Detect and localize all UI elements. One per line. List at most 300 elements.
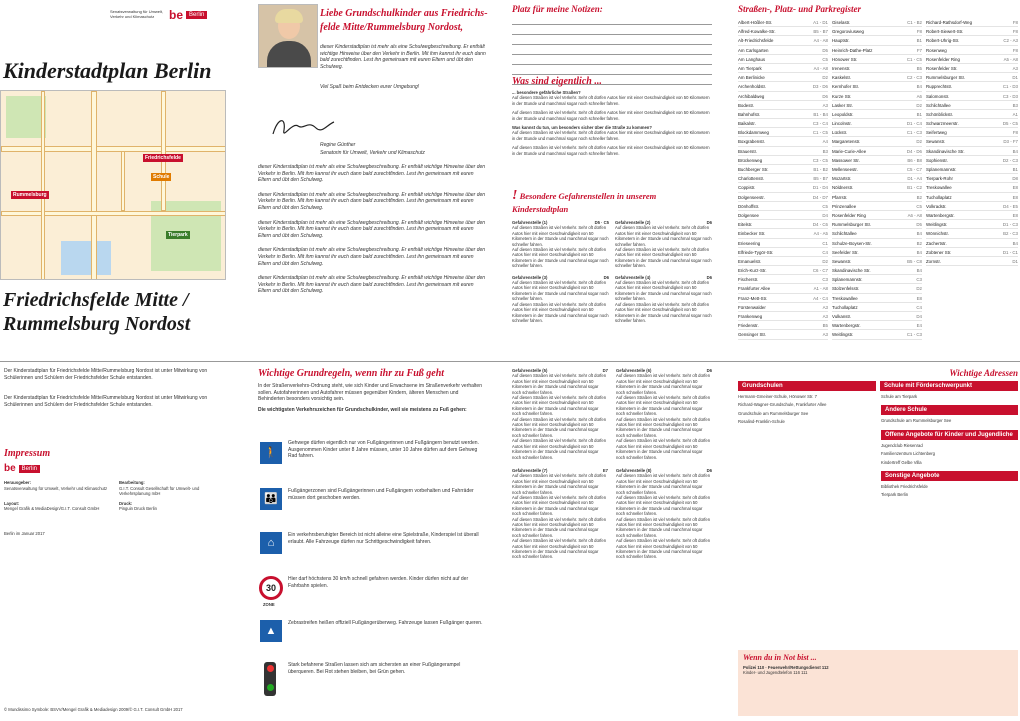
grid-reference: C1 - B2 <box>907 20 922 25</box>
street-name: Schlichtallee <box>926 102 951 108</box>
street-name: Splanemannstr. <box>832 277 863 283</box>
danger-item <box>512 468 608 560</box>
rules-heading: Wichtige Grundregeln, wenn ihr zu Fuß geht <box>258 368 445 379</box>
grid-reference: A4 - A8 <box>813 65 828 71</box>
grid-reference: B1 <box>916 38 922 44</box>
street-index-columns <box>738 18 1018 340</box>
danger-item-body: Auf diesen Straßen ist viel Verkehr. Sehr oft dürfen Autos hier mit einer Geschwindigkeit von 50 Kilometern in der Stunde und manchmal sogar noch schneller fahren. <box>512 373 607 395</box>
street-index-row <box>738 257 828 266</box>
street-name: Blockdammweg <box>738 130 769 136</box>
danger-item-code: D6 <box>706 467 712 473</box>
road <box>91 91 97 280</box>
editor-block <box>119 480 226 496</box>
berlin-logo-box: Berlin <box>19 465 40 473</box>
street-name: Zobtener Str. <box>926 249 952 255</box>
danger-item-title: Gefahrenstelle (6) <box>616 368 652 373</box>
street-index-row <box>738 101 828 110</box>
street-name: Lasker Str. <box>832 102 853 108</box>
map-label-friedrichsfelde: Friedrichsfelde <box>145 155 181 161</box>
street-index-row <box>926 73 1018 82</box>
be-logo-text: be <box>169 8 184 22</box>
grid-reference: D5 <box>822 47 828 53</box>
rule-item: Hier darf höchstens 30 km/h schnell gefahren werden. Kinder dürfen nicht auf der Fahrbahn spielen. <box>288 576 469 589</box>
signature <box>268 112 338 142</box>
street-index-row <box>832 165 922 174</box>
street-name: Nöldnerstr. <box>832 185 854 191</box>
street-index-row <box>738 211 828 220</box>
danger-item-title: Gefahrenstelle (3) <box>512 274 548 280</box>
grid-reference: E8 <box>1012 212 1018 218</box>
print-block <box>119 501 226 512</box>
danger-item-title: Gefahrenstelle (4) <box>615 274 651 280</box>
street-index-row <box>738 82 828 91</box>
street-name: Rosenweg <box>926 47 947 53</box>
street-index-row <box>832 101 922 110</box>
street-index-row <box>832 239 922 248</box>
grid-reference: D6 <box>822 93 828 99</box>
print-value: Pinguin Druck Berlin <box>119 506 157 511</box>
street-column-3 <box>926 18 1018 340</box>
letter-body-2: Viel Spaß beim Entdecken eurer Umgebung! <box>320 84 420 90</box>
grid-reference: C5 <box>916 203 922 209</box>
street-name: Einbecker Str. <box>738 231 766 237</box>
school-entry: Grundschule am Rummelsburger See <box>881 418 952 424</box>
street-name: Am Langhaus <box>738 56 766 62</box>
grid-reference: C6 - C7 <box>812 268 828 274</box>
danger-item-title: Gefahrenstelle (2) <box>615 220 651 225</box>
street-index-row <box>738 156 828 165</box>
grid-reference: B4 <box>916 249 922 255</box>
street-index-row <box>926 229 1018 238</box>
street-index-row <box>832 73 922 82</box>
letter-paragraph: dieser Kinderstadtplan ist mehr als eine Schulwegbeschreibung. Er enthält wichtige Hinweise über den Verkehr in Berlin. Mit ihm kannst ihr euch dann bald zurechtfinden. Lest ihn gemeinsam mit euren Eltern und übt den Schulweg. <box>258 219 486 239</box>
street-index-row <box>926 101 1018 110</box>
street-name: Lückstr. <box>832 130 848 136</box>
street-name: Hönower Str. <box>832 56 858 62</box>
road <box>41 91 45 280</box>
grid-reference: C2 - C3 <box>906 75 922 81</box>
danger-item-body: Auf diesen Straßen ist viel Verkehr. Sehr oft dürfen Autos hier mit einer Geschwindigkeit von 50 Kilometern in der Stunde und manchmal sogar noch schneller fahren. <box>616 494 711 517</box>
street-index-row <box>832 229 922 238</box>
danger-item-body: Auf diesen Straßen ist viel Verkehr. Sehr oft dürfen Autos hier mit einer Geschwindigkeit von 50 Kilometern in der Stunde und manchmal sogar noch schneller fahren. <box>616 516 711 538</box>
street-name: Splanemannstr. <box>926 167 957 172</box>
grid-reference: A3 <box>822 304 828 310</box>
street-name: Sewanstr. <box>832 258 852 264</box>
street-name: Dolgensee <box>738 212 759 218</box>
street-index-row <box>738 174 828 183</box>
grid-reference: D3 - F7 <box>1003 139 1018 145</box>
danger-item-code: D6 <box>603 274 609 280</box>
street-index-row <box>832 294 922 303</box>
street-name: Wartenbergstr. <box>926 212 955 218</box>
grid-reference: A4 <box>822 139 828 145</box>
street-index-row <box>926 183 1018 192</box>
grid-reference: D1 <box>1012 75 1018 81</box>
street-index-row <box>738 321 828 330</box>
danger-item-body: Auf diesen Straßen ist viel Verkehr. Sehr oft dürfen Autos hier mit einer Geschwindigkeit von 50 Kilometern in der Stunde und manchmal sogar noch schneller fahren. <box>512 280 609 302</box>
street-index-row <box>738 312 828 321</box>
street-index-row <box>738 303 828 312</box>
street-name: Kernhofer Str. <box>832 84 860 90</box>
street-index-row <box>738 128 828 137</box>
district-title <box>3 288 190 336</box>
danger-item <box>616 468 712 560</box>
grid-reference: B5 <box>916 65 922 71</box>
street-index-row <box>738 92 828 101</box>
street-name: Stolzenfelsstr. <box>832 286 860 292</box>
map-label-tierpark: Tierpark <box>168 232 188 238</box>
school-entry: Rosalind-Franklin-Schule <box>738 419 785 425</box>
street-name: Pfarrstr. <box>832 194 848 200</box>
grid-reference: B5 - C8 <box>907 258 922 264</box>
street-index-row <box>832 312 922 321</box>
grid-reference: D5 - C5 <box>1002 121 1018 127</box>
street-name: Heinrich-Dathe-Platz <box>832 47 873 53</box>
emergency-box <box>738 650 1018 716</box>
letter-filler <box>258 164 486 303</box>
grid-reference: C1 - C3 <box>906 130 922 136</box>
grid-reference: D4 <box>916 314 922 319</box>
street-name: Archibaldweg <box>738 93 765 99</box>
street-index-row <box>832 275 922 284</box>
editor-value: G.I.T. Consult Gesellschaft für Umwelt- und Verkehrsplanung mbH <box>119 485 200 497</box>
street-index-row <box>738 165 828 174</box>
street-index-row <box>926 202 1018 211</box>
grid-reference: D3 - D6 <box>812 84 828 90</box>
addresses-column <box>738 368 1018 501</box>
street-index-row <box>832 46 922 55</box>
grid-reference: F8 <box>1012 20 1018 25</box>
rule-item: Gehwege dürfen eigentlich nur von Fußgängerinnen und Fußgängern benutzt werden. Ausgenommen Kinder unter 8 Jahre müssen, unter 10 Jahre dürfen auf dem Gehweg Rad fahren. <box>288 440 479 460</box>
be-logo-text: be <box>4 463 16 475</box>
grid-reference: D5 <box>916 222 922 228</box>
grid-reference: D1 - C1 <box>1002 249 1018 255</box>
street-index-row <box>926 92 1018 101</box>
street-index-row <box>832 174 922 183</box>
grid-reference: D2 <box>822 75 828 81</box>
explain-body: Auf diesen Straßen ist viel Verkehr. Sehr oft dürfen Autos hier mit einer Geschwindigkeit von 50 Kilometern in der Stunde und manchmal sogar noch schneller fahren. <box>512 110 710 121</box>
street-name: Charlottenstr. <box>738 176 765 182</box>
street-name: Brauerstr. <box>738 148 758 154</box>
street-index-row <box>738 18 828 27</box>
street-name: Marie-Curie-Allee <box>832 148 867 154</box>
street-name: Mellenseestr. <box>832 167 858 172</box>
danger2-column <box>512 368 712 560</box>
road <box>1 146 226 152</box>
lake-area <box>61 241 111 275</box>
street-name: Alfred-Kowalke-Str. <box>738 29 776 35</box>
danger-item-body: Auf diesen Straßen ist viel Verkehr. Sehr oft dürfen Autos hier mit einer Geschwindigkeit von 50 Kilometern in der Stunde und manchmal sogar noch schneller fahren. <box>615 280 712 302</box>
street-index-row <box>832 92 922 101</box>
berlin-logo <box>110 8 207 22</box>
grid-reference: D4 - C6 <box>812 222 828 228</box>
street-index-row <box>832 137 922 146</box>
rules-column <box>258 368 486 419</box>
street-name: Albert-Hößler-Str. <box>738 20 773 25</box>
grid-reference: B1 - C2 <box>907 185 922 191</box>
note-line <box>512 44 712 45</box>
danger-grid <box>512 220 712 323</box>
publisher-label: Herausgeber: <box>4 480 31 486</box>
street-name: Am Berlinicke <box>738 75 765 81</box>
grid-reference: D2 <box>916 139 922 145</box>
grid-reference: A5 - A8 <box>1003 56 1018 62</box>
fold-line <box>0 361 1020 362</box>
grid-reference: D2 - C3 <box>1002 157 1018 163</box>
street-index-row <box>738 36 828 45</box>
danger-item <box>512 275 609 324</box>
grid-reference: B1 - B4 <box>813 111 828 117</box>
special-school-heading: Schule mit Förderschwerpunkt <box>880 381 1018 391</box>
letter-paragraph: dieser Kinderstadtplan ist mehr als eine Schulwegbeschreibung. Er enthält wichtige Hinweise über den Verkehr in Berlin. Mit ihm kannst ihr euch dann bald zurechtfinden. Lest ihn gemeinsam mit euren Eltern und übt den Schulweg. <box>258 275 486 295</box>
other-school-heading: Andere Schule <box>881 405 1018 415</box>
danger-block <box>512 188 712 323</box>
letter-paragraph: dieser Kinderstadtplan ist mehr als eine Schulwegbeschreibung. Er enthält wichtige Hinweise über den Verkehr in Berlin. Mit ihm kannst ihr euch dann bald zurechtfinden. Lest ihn gemeinsam mit euren Eltern und übt den Schulweg. <box>258 191 486 211</box>
street-name: Robert-Siewert-Str. <box>926 29 964 35</box>
street-index-row <box>832 18 922 27</box>
street-index-row <box>926 64 1018 73</box>
youth-entry: Jugendclub Riesenrad <box>881 442 923 448</box>
bottom-intro: Der Kinderstadtplan für Friedrichsfelde Mitte/Rummelsburg Nordost ist unter Mitwirkung von Schülerinnen und Schülern der Friedrichsfelder Schule entstanden. <box>4 395 208 408</box>
street-index-row <box>926 147 1018 156</box>
layout-label: Layout: <box>4 500 20 506</box>
street-name: Franz-Mett-Str. <box>738 295 768 301</box>
street-index-row <box>738 202 828 211</box>
street-name: Gensinger Str. <box>738 332 767 338</box>
emergency-numbers: Polizei 110 · Feuerwehr/Rettungsdienst 112 <box>743 665 829 670</box>
district-line-2: Rummelsburg Nordost <box>3 313 191 335</box>
grid-reference: B5 - B7 <box>813 29 828 35</box>
print-label: Druck: <box>119 500 133 506</box>
street-name: Schönblickstr. <box>926 111 954 117</box>
grid-reference: C3 <box>916 277 922 283</box>
street-name: Lincolnstr. <box>832 121 852 127</box>
grid-reference: C5 <box>822 203 828 209</box>
street-name: Sophienstr. <box>926 157 948 163</box>
berlin-logo-small <box>4 463 226 474</box>
grid-reference: B6 - B8 <box>907 157 922 163</box>
street-index-row <box>738 284 828 293</box>
street-name: Frankenweg <box>738 314 763 319</box>
grid-reference: C3 - C5 <box>812 157 828 163</box>
danger-item <box>615 275 712 324</box>
explain-q1: ... besondere gefährliche Straßen? <box>512 90 581 95</box>
explain-q2: Was kannst du tun, um besonders sicher über die Straße zu kommen? <box>512 125 652 131</box>
grid-reference: C2 - A3 <box>1003 38 1018 44</box>
hotline: Kinder- und Jugendtelefon 116 111 <box>743 670 808 676</box>
schools-list <box>738 394 1018 501</box>
street-name: Treskowallee <box>832 295 858 301</box>
street-index-row <box>926 128 1018 137</box>
street-index-row <box>738 73 828 82</box>
addresses-heading: Wichtige Adressen <box>949 368 1018 378</box>
street-name: Coppistr. <box>738 185 756 191</box>
danger-item-body: Auf diesen Straßen ist viel Verkehr. Sehr oft dürfen Autos hier mit einer Geschwindigkeit von 50 Kilometern in der Stunde und manchmal sogar noch schneller fahren. <box>616 395 711 417</box>
traffic-calmed-sign-icon: ⌂ <box>260 532 282 554</box>
street-name: Mozartstr. <box>832 176 852 182</box>
street-index-row <box>832 36 922 45</box>
rules-items <box>258 436 486 716</box>
danger-item-body: Auf diesen Straßen ist viel Verkehr. Sehr oft dürfen Autos hier mit einer Geschwindigkeit von 50 Kilometern in der Stunde und manchmal sogar noch schneller fahren. <box>512 225 609 247</box>
street-name: Rummelsburger Str. <box>832 222 872 228</box>
grid-reference: B4 <box>1012 148 1018 154</box>
grid-reference: B4 <box>916 268 922 274</box>
danger-item-body: Auf diesen Straßen ist viel Verkehr. Sehr oft dürfen Autos hier mit einer Geschwindigkeit von 50 Kilometern in der Stunde und manchmal sogar noch schneller fahren. <box>616 373 711 395</box>
danger2-grid <box>512 368 712 560</box>
street-name: Weitlingstr. <box>926 222 948 228</box>
grid-reference: A3 <box>1012 65 1018 71</box>
street-name: Am Carlsgarten <box>738 47 769 53</box>
pedestrian-zone-sign-icon: 👪 <box>260 488 282 510</box>
street-index-row <box>738 110 828 119</box>
grid-reference: D2 <box>916 286 922 292</box>
grid-reference: D4 - D6 <box>906 148 922 154</box>
street-index-row <box>738 27 828 36</box>
grid-reference: D1 - C4 <box>906 121 922 127</box>
grid-reference: B5 <box>822 323 828 329</box>
street-index-row <box>738 193 828 202</box>
copyright: © Mundissimo Symbole: BSVV/Mengel Grafik & Mediadesign 2009/© G.I.T. Consult GmbH 2017 <box>4 706 183 712</box>
rule-item: Zebrastreifen heißen offiziell Fußgängerüberweg. Fahrzeuge lassen Fußgänger queren. <box>288 620 483 626</box>
ministry-name: Senatsverwaltung für Umwelt, Verkehr und Klimaschutz <box>110 9 164 19</box>
portrait-body <box>267 41 311 68</box>
street-index-row <box>832 55 922 64</box>
street-name: Rosenfelder Ring <box>832 212 866 218</box>
grid-reference: A6 - A8 <box>907 212 922 218</box>
grid-reference: C4 <box>916 304 922 310</box>
publisher-value: Senatsverwaltung für Umwelt, Verkehr und Klimaschutz <box>4 485 108 491</box>
street-name: Leopoldstr. <box>832 111 854 117</box>
danger-item-body: Auf diesen Straßen ist viel Verkehr. Sehr oft dürfen Autos hier mit einer Geschwindigkeit von 50 Kilometern in der Stunde und manchmal sogar noch schneller fahren. <box>616 538 711 560</box>
street-index-row <box>738 266 828 275</box>
grid-reference: C3 <box>822 277 828 283</box>
grid-reference: B1 - B2 <box>813 167 828 172</box>
street-index-row <box>832 128 922 137</box>
grid-reference: D1 - D4 <box>812 185 828 191</box>
street-index-row <box>926 119 1018 128</box>
street-name: Seefelder Str. <box>832 249 859 255</box>
street-index-row <box>832 119 922 128</box>
grid-reference: D4 - E5 <box>1003 203 1018 209</box>
street-index-row <box>926 46 1018 55</box>
sign-name: Regine Günther <box>320 142 356 148</box>
street-index-row <box>738 275 828 284</box>
note-line <box>512 54 712 55</box>
speed-30-sign-icon: 30 <box>259 576 283 600</box>
street-name: Skandinavische Str. <box>832 268 871 274</box>
street-name: Archenholdstr. <box>738 84 767 90</box>
street-index-row <box>832 248 922 257</box>
danger-item-body: Auf diesen Straßen ist viel Verkehr. Sehr oft dürfen Autos hier mit einer Geschwindigkeit von 50 Kilometern in der Stunde und manchmal sogar noch schneller fahren. <box>512 538 607 560</box>
traffic-light-icon <box>264 662 276 696</box>
emergency-heading: Wenn du in Not bist ... <box>743 653 817 662</box>
explain-body: Auf diesen Straßen ist viel Verkehr. Sehr oft dürfen Autos hier mit einer Geschwindigkeit von 50 Kilometern in der Stunde und manchmal sogar noch schneller fahren. <box>512 130 710 141</box>
schools-heading: Grundschulen <box>738 381 876 391</box>
street-index-row <box>926 220 1018 229</box>
street-index-row <box>738 330 828 339</box>
danger-item-body: Auf diesen Straßen ist viel Verkehr. Sehr oft dürfen Autos hier mit einer Geschwindigkeit von 50 Kilometern in der Stunde und manchmal sogar noch schneller fahren. <box>512 473 607 495</box>
danger-item-code: E7 <box>602 467 608 473</box>
misc-entry: Bibliothek Friedrichsfelde <box>881 484 928 490</box>
explain-body: Auf diesen Straßen ist viel Verkehr. Sehr oft dürfen Autos hier mit einer Geschwindigkeit von 50 Kilometern in der Stunde und manchmal sogar noch schneller fahren. <box>512 95 710 106</box>
street-name: Hauptstr. <box>832 38 850 44</box>
note-line <box>512 64 712 65</box>
street-name: Skandinavische Str. <box>926 148 965 154</box>
street-index-row <box>926 137 1018 146</box>
street-name: Vulkanstr. <box>832 314 852 319</box>
street-index-row <box>738 64 828 73</box>
street-index-row <box>926 27 1018 36</box>
street-name: Robert-Uhrig-Str. <box>926 38 960 44</box>
danger-item-body: Auf diesen Straßen ist viel Verkehr. Sehr oft dürfen Autos hier mit einer Geschwindigkeit von 50 Kilometern in der Stunde und manchmal sogar noch schneller fahren. <box>512 395 607 417</box>
danger-item-body: Auf diesen Straßen ist viel Verkehr. Sehr oft dürfen Autos hier mit einer Geschwindigkeit von 50 Kilometern in der Stunde und manchmal sogar noch schneller fahren. <box>512 247 609 269</box>
grid-reference: B4 <box>916 84 922 90</box>
layout-block <box>4 501 111 512</box>
street-name: Boxgrabenstr. <box>738 139 766 145</box>
street-name: Bahnhofstr. <box>738 111 761 117</box>
street-index-row <box>738 248 828 257</box>
street-name: Erich-Kurz-Str. <box>738 268 767 274</box>
street-index-row <box>738 119 828 128</box>
grid-reference: E8 <box>916 295 922 301</box>
school-entry: Hermann-Gmeiner-Schule, Hönower Str. 7 <box>738 394 817 399</box>
street-index-row <box>832 82 922 91</box>
youth-heading: Offene Angebote für Kinder und Jugendliche <box>881 430 1018 440</box>
street-name: Rosenfelder Ring <box>926 56 960 62</box>
grid-reference: C5 <box>822 56 828 62</box>
danger-item-body: Auf diesen Straßen ist viel Verkehr. Sehr oft dürfen Autos hier mit einer Geschwindigkeit von 50 Kilometern in der Stunde und manchmal sogar noch schneller fahren. <box>616 438 711 460</box>
street-name: Erieseering <box>738 240 761 246</box>
street-index-row <box>926 257 1018 266</box>
youth-entry: Familienzentrum Lichtenberg <box>881 451 935 457</box>
grid-reference: A1 - D1 <box>813 20 828 25</box>
street-index-row <box>832 27 922 36</box>
street-index-row <box>926 165 1018 174</box>
danger-item-body: Auf diesen Straßen ist viel Verkehr. Sehr oft dürfen Autos hier mit einer Geschwindigkeit von 50 Kilometern in der Stunde und manchmal sogar noch schneller fahren. <box>615 247 712 269</box>
street-index-row <box>832 303 922 312</box>
letter-body: dieser Kinderstadtplan ist mehr als eine Schulwegbeschreibung. Er enthält wichtige Hinweise über den Verkehr in Berlin. Mit ihm kannst ihr euch dann bald zurechtfinden. Lest ihn gemeinsam mit euren Eltern und übt den Schulweg. <box>320 44 486 70</box>
street-name: Salomonstr. <box>926 93 950 99</box>
grid-reference: D8 <box>1012 176 1018 182</box>
street-name: Elfriede-Tygör-Str. <box>738 249 774 255</box>
street-index-row <box>832 321 922 330</box>
street-name: Rosenfelder Str. <box>926 65 958 71</box>
grid-reference: D1 - C3 <box>1002 222 1018 228</box>
rule-item: Fußgängerzonen sind Fußgängerinnen und Fußgängern vorbehalten und Fahrräder müssen dort geschoben werden. <box>288 488 474 501</box>
district-line-1: Friedrichsfelde Mitte / <box>3 289 189 311</box>
map-label-rummelsburg: Rummelsburg <box>13 192 47 198</box>
grid-reference: C1 <box>822 240 828 246</box>
grid-reference: D1 - A4 <box>907 176 922 182</box>
danger-item-title: Gefahrenstelle (5) <box>512 368 548 373</box>
street-index-row <box>832 220 922 229</box>
green-light <box>267 684 274 691</box>
street-name: Tuchollaplatz <box>832 304 858 310</box>
street-name: Prinzenallee <box>832 203 857 209</box>
street-index-row <box>738 55 828 64</box>
grid-reference: A3 <box>822 102 828 108</box>
portrait <box>258 4 318 68</box>
grid-reference: C3 - D3 <box>1002 93 1018 99</box>
school-entry: Schule am Tierpark <box>881 394 918 399</box>
rules-intro: In der Straßenverkehrs-Ordnung steht, wie sich Kinder und Erwachsene im Straßenverkehr verhalten sollen. Autofahrerinnen und Autofahrer müssen gegenüber Kindern, älteren Menschen und Behinderten besonders vorsichtig sein. <box>258 383 482 403</box>
danger-item-title: Gefahrenstelle (8) <box>616 467 652 473</box>
grid-reference: A6 <box>916 93 922 99</box>
grid-reference: B5 - B7 <box>813 176 828 182</box>
street-index <box>738 4 1018 340</box>
grid-reference: B2 <box>916 240 922 246</box>
street-index-row <box>738 220 828 229</box>
